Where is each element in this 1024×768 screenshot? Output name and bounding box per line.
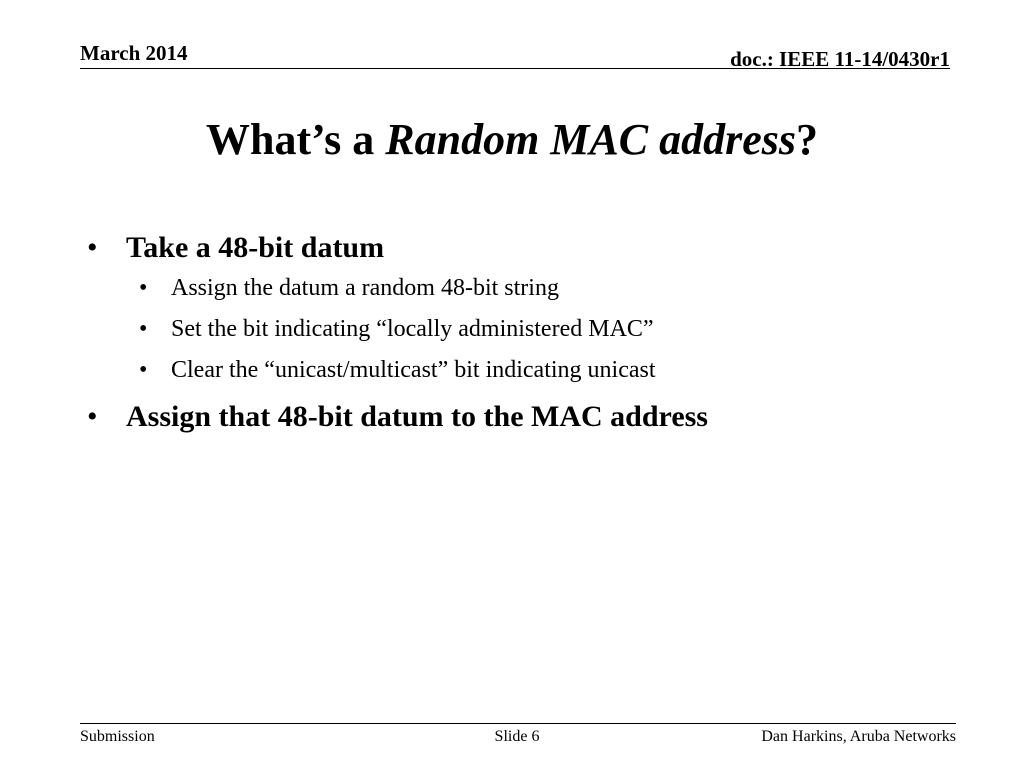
bullet-glyph: • (87, 231, 98, 264)
slide-title-emphasis: Random MAC address (385, 115, 797, 164)
sub-bullet-item (139, 274, 967, 302)
footer-divider (80, 723, 956, 724)
sub-bullet-text: Set the bit indicating “locally administered MAC” (171, 316, 654, 342)
footer-slide-number: Slide 6 (494, 728, 540, 745)
bullet-list (87, 228, 967, 437)
bullet-glyph: • (87, 400, 98, 433)
sub-bullet-list (87, 274, 967, 384)
bullet-text: Assign that 48-bit datum to the MAC address (126, 400, 708, 433)
footer-submission: Submission (80, 728, 155, 745)
sub-bullet-glyph: • (139, 316, 148, 342)
header-document-id: doc.: IEEE 11-14/0430r1 (730, 47, 950, 71)
bullet-text: Take a 48-bit datum (126, 231, 385, 264)
bullet-item (87, 397, 967, 437)
sub-bullet-text: Clear the “unicast/multicast” bit indicating unicast (171, 357, 656, 383)
header-date: March 2014 (80, 41, 188, 65)
slide-title-suffix: ? (796, 115, 819, 164)
bullet-item (87, 228, 967, 268)
sub-bullet-text: Assign the datum a random 48-bit string (171, 275, 559, 301)
slide-title (0, 114, 1024, 166)
slide-title-prefix: What’s a (205, 115, 386, 164)
footer-author: Dan Harkins, Aruba Networks (761, 728, 956, 745)
header-divider (80, 68, 950, 69)
sub-bullet-item (139, 356, 967, 384)
sub-bullet-glyph: • (139, 275, 148, 301)
sub-bullet-item (139, 315, 967, 343)
sub-bullet-glyph: • (139, 357, 148, 383)
